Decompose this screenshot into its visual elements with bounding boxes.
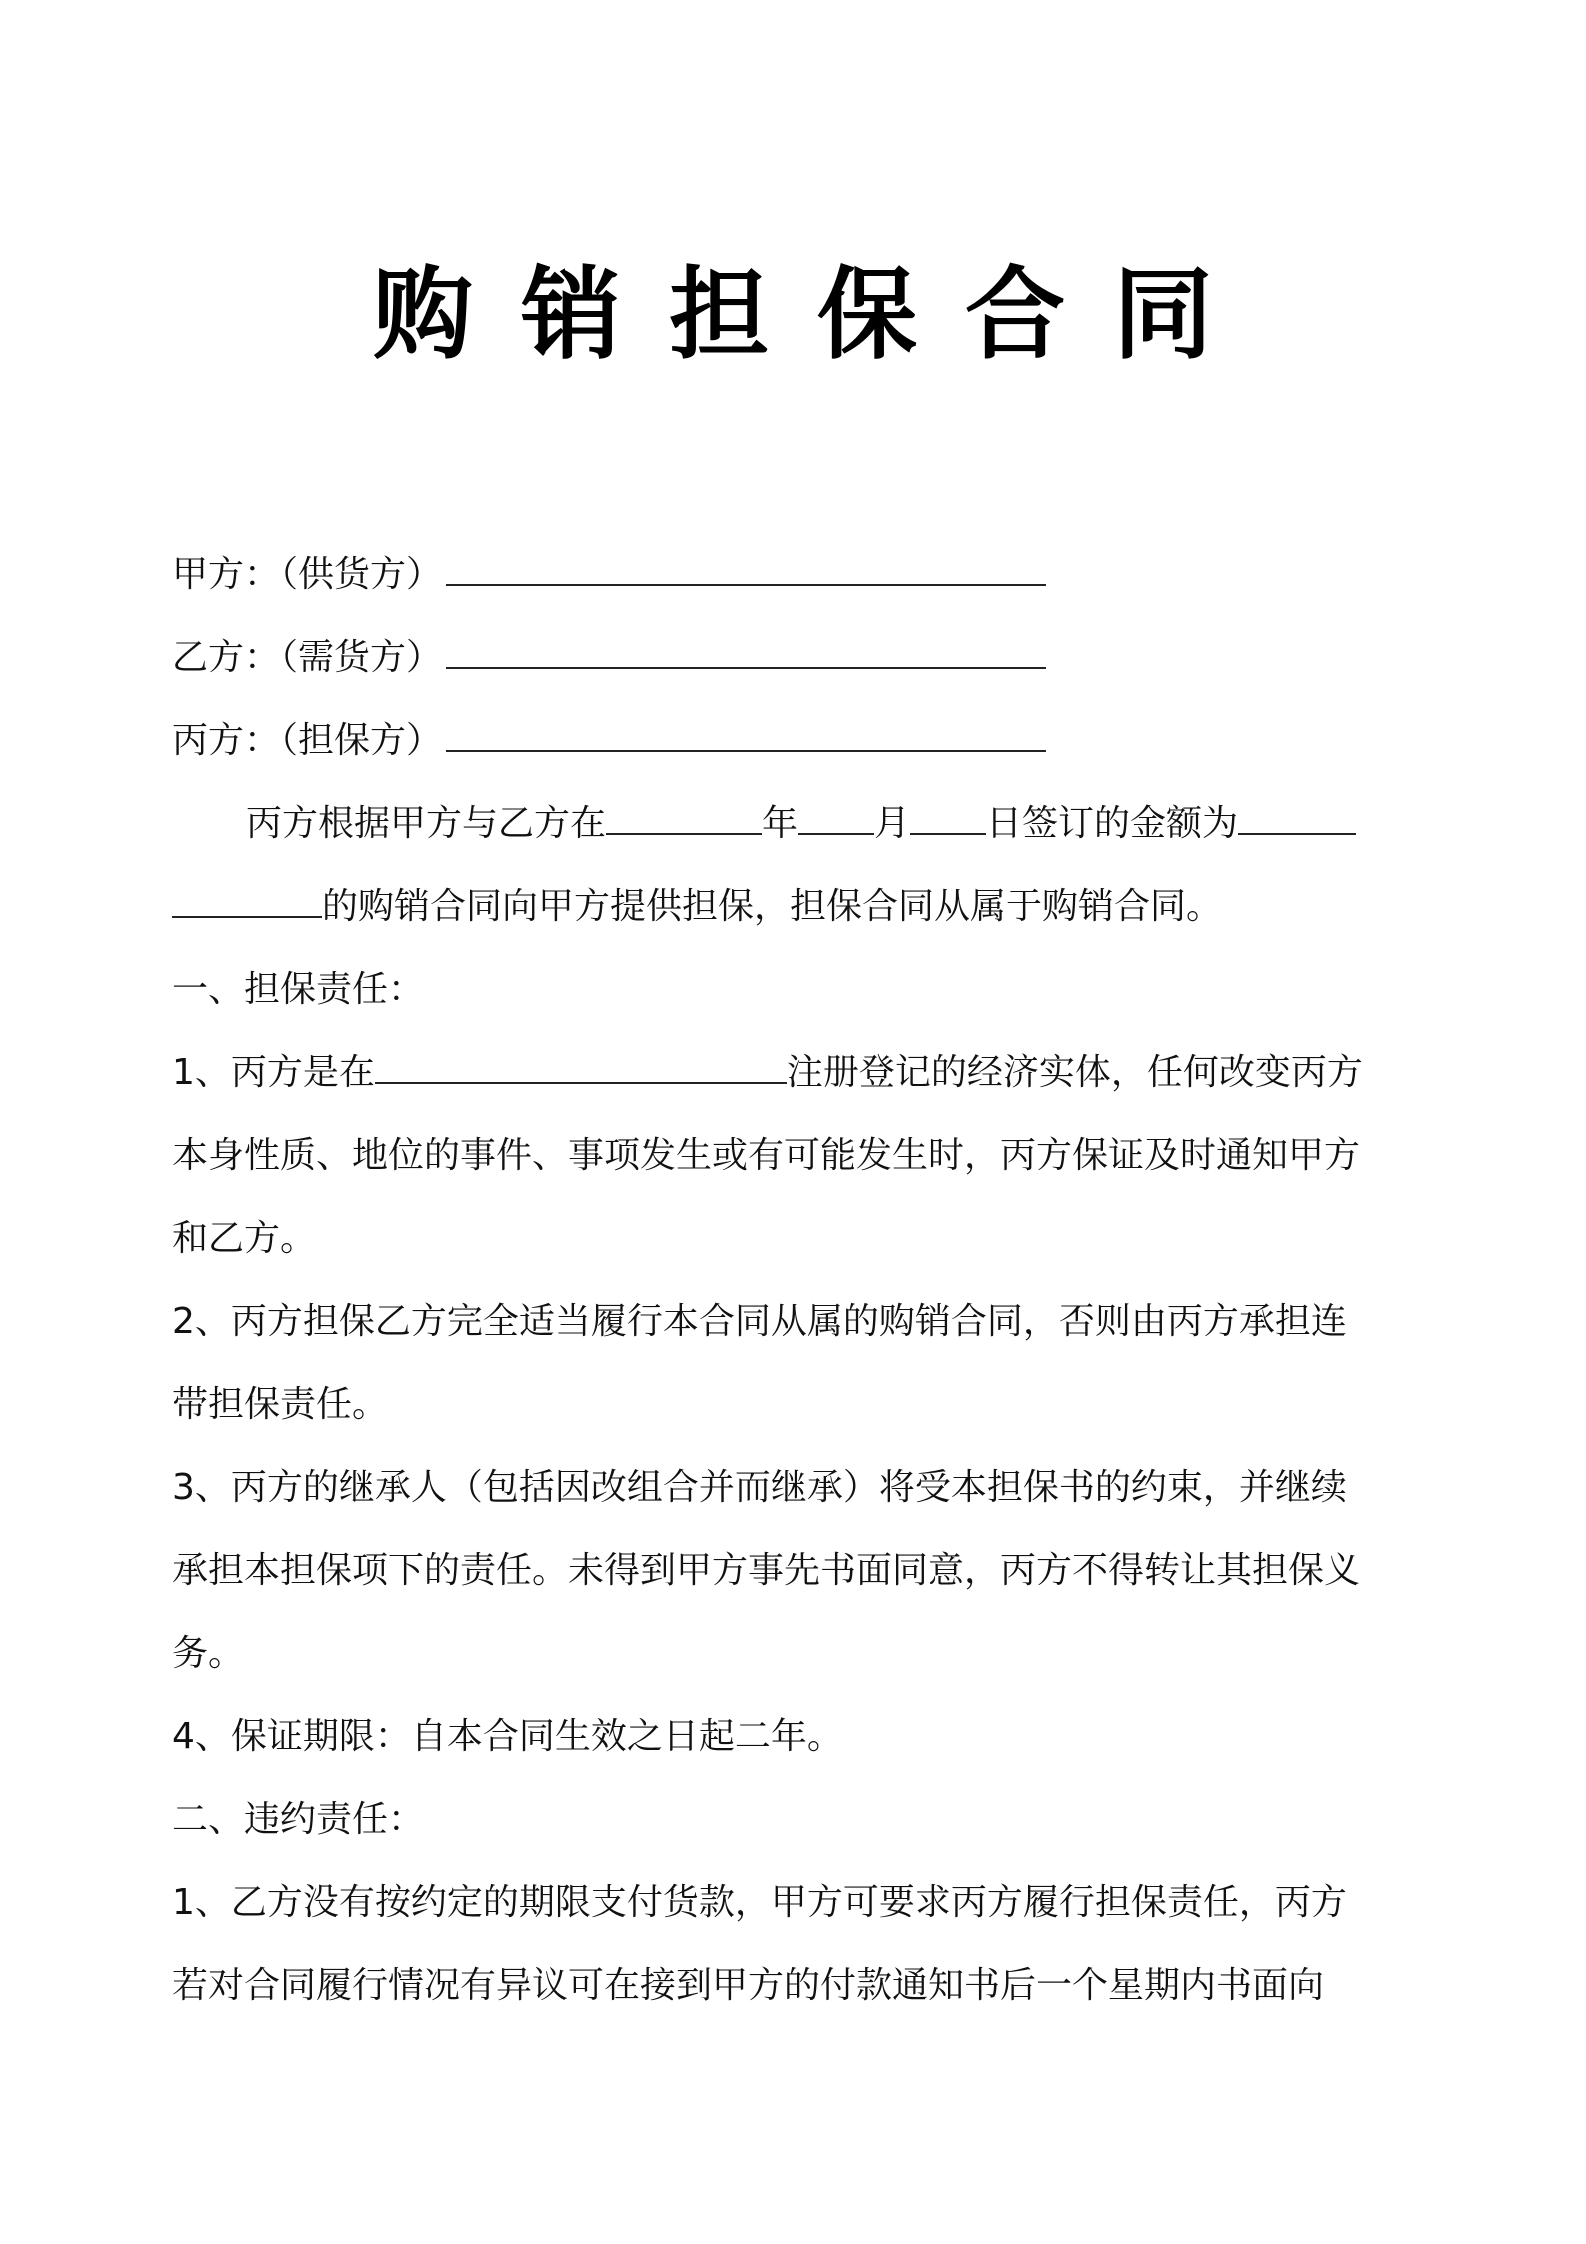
- month-blank: [798, 799, 874, 835]
- amount-blank: [1238, 799, 1356, 835]
- party-b-line: [172, 616, 1412, 699]
- s1-item1-line2: 本身性质、地位的事件、事项发生或有可能发生时，丙方保证及时通知甲方: [172, 1135, 1361, 1176]
- party-b-label: 乙方：（需货方）: [172, 637, 443, 678]
- s1-item2-line2: 带担保责任。: [172, 1384, 389, 1425]
- day-blank: [910, 799, 986, 835]
- party-b-blank: [446, 633, 1046, 669]
- party-a-blank: [446, 550, 1046, 586]
- year-label: 年: [762, 803, 799, 844]
- day-signed-text: 日签订的金额为: [986, 803, 1239, 844]
- s1-item3-line2: 承担本担保项下的责任。未得到甲方事先书面同意，丙方不得转让其担保义: [172, 1550, 1361, 1591]
- registration-place-blank: [375, 1048, 787, 1084]
- year-blank: [606, 799, 762, 835]
- s1-item3-line3: 务。: [172, 1633, 245, 1674]
- s1-item3-line1: 3、丙方的继承人（包括因改组合并而继承）将受本担保书的约束，并继续: [172, 1467, 1347, 1508]
- intro-text-start: 丙方根据甲方与乙方在: [246, 803, 607, 844]
- s2-item1-line2: 若对合同履行情况有异议可在接到甲方的付款通知书后一个星期内书面向: [172, 1965, 1325, 2006]
- section-1-heading: 一、担保责任：: [172, 969, 425, 1010]
- document-title: 购销担保合同: [373, 256, 1261, 373]
- intro-line-1: [172, 782, 1412, 865]
- s1-item2-line1: 2、丙方担保乙方完全适当履行本合同从属的购销合同，否则由丙方承担连: [172, 1301, 1347, 1342]
- s1-item1-text-b: 注册登记的经济实体，任何改变丙方: [786, 1052, 1363, 1093]
- party-c-line: [172, 699, 1412, 782]
- s1-item1-text-a: 1、丙方是在: [172, 1052, 375, 1093]
- s1-item1-line1: [172, 1031, 1412, 1114]
- section-2-heading: 二、违约责任：: [172, 1799, 425, 1840]
- party-c-label: 丙方：（担保方）: [172, 720, 443, 761]
- month-label: 月: [874, 803, 911, 844]
- contract-body: [172, 533, 1412, 2027]
- intro-line-2: [172, 865, 1412, 948]
- intro-text-end: 的购销合同向甲方提供担保，担保合同从属于购销合同。: [322, 886, 1223, 927]
- party-a-label: 甲方：（供货方）: [172, 554, 443, 595]
- party-a-line: [172, 533, 1412, 616]
- amount-blank-cont: [172, 882, 322, 918]
- s1-item4: 4、保证期限：自本合同生效之日起二年。: [172, 1716, 843, 1757]
- s1-item1-line3: 和乙方。: [172, 1218, 317, 1259]
- party-c-blank: [446, 716, 1046, 752]
- s2-item1-line1: 1、乙方没有按约定的期限支付货款，甲方可要求丙方履行担保责任，丙方: [172, 1882, 1347, 1923]
